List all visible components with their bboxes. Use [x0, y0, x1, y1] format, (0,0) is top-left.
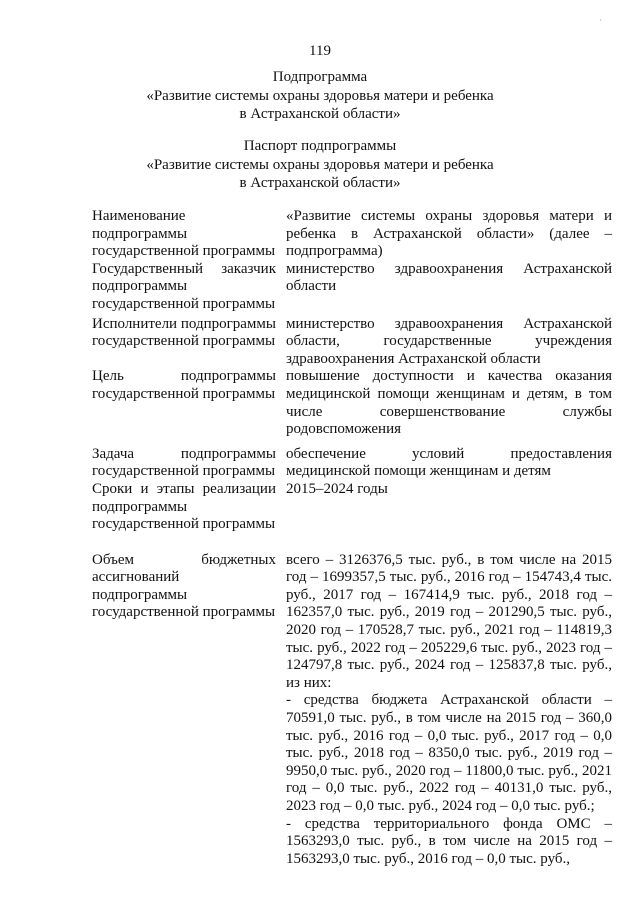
- row-label: Исполнители подпрограммы государственной программы: [92, 315, 276, 350]
- program-heading-line-1: Подпрограмма: [272, 69, 368, 85]
- row-label: Государственный заказчик подпрограммы государственной программы: [92, 260, 276, 312]
- page-number: 119: [309, 43, 331, 59]
- passport-heading-line-3: в Астраханской области»: [239, 175, 401, 191]
- passport-heading-line-2: «Развитие системы охраны здоровья матери и ребенка: [146, 156, 494, 173]
- row-value: [286, 534, 612, 869]
- budget-total: всего – 3126376,5 тыс. руб., в том числе на 2015 год – 1699357,5 тыс. руб., 2016 год – 154743,4 тыс. руб., 2017 год – 167414,9 тыс. руб., 2018 год – 162357,0 тыс. руб., 2019 год – 201290,5 тыс. руб., 2020 год – 170528,7 тыс. руб., 2021 год – 114819,3 тыс. руб., 2022 год – 205229,6 тыс. руб., 2023 год – 124797,8 тыс. руб., 2024 год – 125837,8 тыс. руб., из них:: [286, 551, 612, 691]
- row-value: 2015–2024 годы: [286, 480, 388, 497]
- passport-row-executors: [92, 314, 612, 369]
- passport-row-name: [92, 208, 612, 261]
- row-value: «Развитие системы охраны здоровья матери и ребенка в Астраханской области» (далее – подпрограмма): [286, 208, 612, 260]
- program-heading-line-3: в Астраханской области»: [239, 106, 401, 122]
- passport-row-terms: [92, 481, 612, 534]
- passport-table: [92, 208, 612, 868]
- passport-heading: [0, 137, 640, 193]
- row-value: повышение доступности и качества оказания медицинской помощи женщинам и детям, в том числе совершенствование службы родовспоможения: [286, 368, 612, 438]
- row-value: министерство здравоохранения Астраханской области, государственные учреждения здравоохранения Астраханской области: [286, 315, 612, 367]
- row-label: Объем бюджетных ассигнований подпрограммы государственной программы: [92, 551, 276, 621]
- row-label: Наименование подпрограммы государственной программы: [92, 208, 276, 260]
- passport-heading-line-1: Паспорт подпрограммы: [243, 138, 397, 154]
- budget-regional-funds: - средства бюджета Астраханской области – 70591,0 тыс. руб., в том числе на 2015 год – 360,0 тыс. руб., 2016 год – 0,0 тыс. руб., 2017 год – 0,0 тыс. руб., 2018 год – 8350,0 тыс. руб., 2019 год – 9950,0 тыс. руб., 2020 год – 11800,0 тыс. руб., 2021 год – 0,0 тыс. руб., 2022 год – 40131,0 тыс. руб., 2023 год – 0,0 тыс. руб., 2024 год – 0,0 тыс. руб.;: [286, 692, 612, 814]
- row-label: Сроки и этапы реализации подпрограммы государственной программы: [92, 480, 276, 533]
- row-label: Цель подпрограммы государственной программы: [92, 368, 276, 402]
- corner-mark: ·: [599, 16, 602, 25]
- row-label: Задача подпрограммы государственной программы: [92, 445, 276, 480]
- passport-row-task: [92, 439, 612, 481]
- passport-row-budget: [92, 534, 612, 869]
- passport-row-goal: [92, 368, 612, 438]
- passport-row-customer: [92, 261, 612, 314]
- budget-oms-funds: - средства территориального фонда ОМС – 1563293,0 тыс. руб., в том числе на 2015 год – 1563293,0 тыс. руб., 2016 год – 0,0 тыс. руб.,: [286, 815, 612, 867]
- row-value: министерство здравоохранения Астраханской области: [286, 260, 612, 295]
- row-value: обеспечение условий предоставления медицинской помощи женщинам и детям: [286, 445, 612, 480]
- program-heading: [0, 68, 640, 124]
- program-heading-line-2: «Развитие системы охраны здоровья матери и ребенка: [146, 87, 494, 104]
